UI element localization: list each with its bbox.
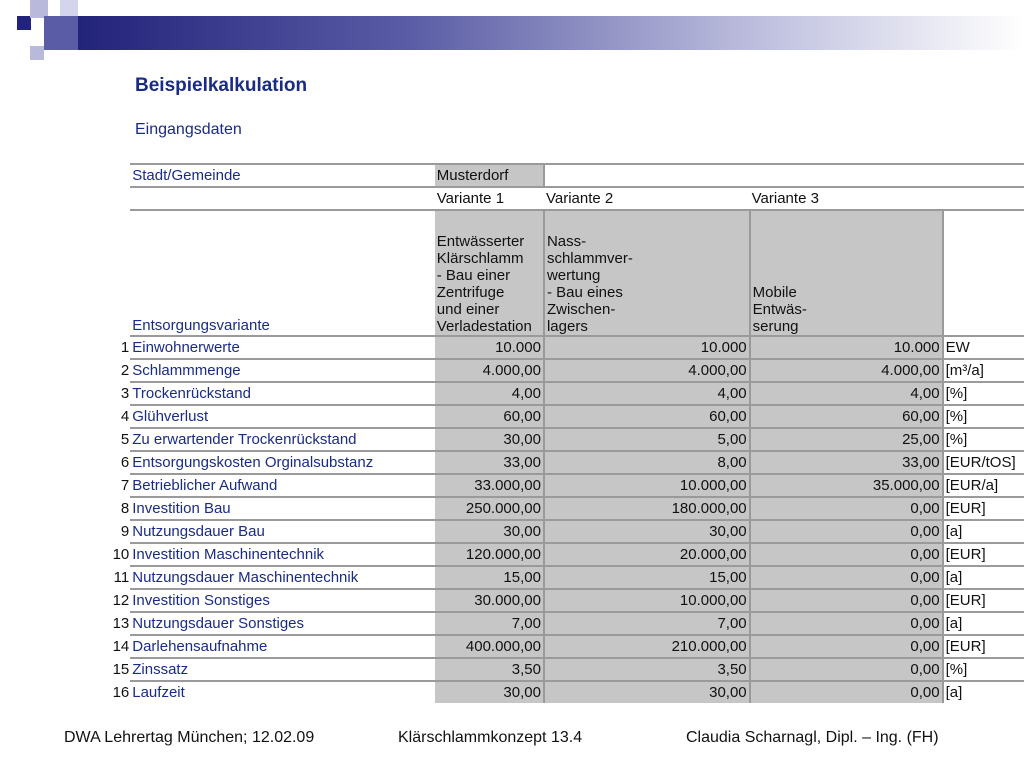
row-number: 15 [112, 661, 130, 678]
footer-author: Claudia Scharnagl, Dipl. – Ing. (FH) [686, 729, 939, 746]
variant-1-value: 3,50 [435, 658, 544, 681]
variant-2-value: 5,00 [544, 428, 750, 451]
variant-2-value: 10.000 [544, 336, 750, 359]
variant-3-value: 35.000,00 [750, 474, 943, 497]
row-number: 5 [120, 431, 130, 448]
row-label: Nutzungsdauer Bau [130, 520, 435, 543]
variant-2-value: 4,00 [544, 382, 750, 405]
deco-square-mid [44, 16, 78, 50]
deco-square-pale [60, 0, 78, 16]
variant-3-value: 25,00 [750, 428, 943, 451]
variant-2-value: 3,50 [544, 658, 750, 681]
slide-title: Beispielkalkulation [135, 75, 308, 96]
row-number: 7 [120, 477, 130, 494]
variant-3-value: 0,00 [750, 520, 943, 543]
row-label: Trockenrückstand [130, 382, 435, 405]
table-row [108, 359, 1024, 382]
variant-1-value: 30,00 [435, 520, 544, 543]
table-row [108, 451, 1024, 474]
row-unit: [EUR] [943, 635, 1024, 658]
deco-square-dark [17, 16, 31, 30]
variant-1-value: 60,00 [435, 405, 544, 428]
variant-1-value: 15,00 [435, 566, 544, 589]
variant-3-value: 4.000,00 [750, 359, 943, 382]
table-row [108, 428, 1024, 451]
row-unit: [a] [943, 681, 1024, 703]
row-number: 4 [120, 408, 130, 425]
row-label: Schlammmenge [130, 359, 435, 382]
variant-3-value: 0,00 [750, 589, 943, 612]
variant-2-value: 10.000,00 [544, 589, 750, 612]
row-unit: [EUR/tOS] [943, 451, 1024, 474]
table-row [108, 382, 1024, 405]
variant-1-value: 7,00 [435, 612, 544, 635]
header-row-city [108, 164, 1024, 187]
header-row-descriptions [108, 210, 1024, 336]
row-unit: [a] [943, 520, 1024, 543]
disposal-label: Entsorgungsvariante [130, 210, 435, 336]
variant-3-description: Mobile Entwäs- serung [750, 210, 943, 336]
header-row-variants [108, 187, 1024, 210]
row-label: Laufzeit [130, 681, 435, 703]
row-unit: [a] [943, 566, 1024, 589]
variant-2-value: 4.000,00 [544, 359, 750, 382]
row-number: 2 [120, 362, 130, 379]
variant-1-value: 4.000,00 [435, 359, 544, 382]
table-row [108, 543, 1024, 566]
row-label: Einwohnerwerte [130, 336, 435, 359]
row-label: Investition Sonstiges [130, 589, 435, 612]
variant-1-value: 10.000 [435, 336, 544, 359]
row-unit: [m³/a] [943, 359, 1024, 382]
variant-1-value: 33.000,00 [435, 474, 544, 497]
footer-topic: Klärschlammkonzept 13.4 [398, 729, 583, 746]
row-number: 13 [112, 615, 130, 632]
variant-1-description: Entwässerter Klärschlamm - Bau einer Zentrifuge und einer Verladestation [435, 210, 544, 336]
row-number: 11 [113, 569, 130, 586]
variant-2-value: 7,00 [544, 612, 750, 635]
variant-2-header: Variante 2 [544, 187, 750, 210]
row-number: 1 [120, 339, 130, 356]
city-value: Musterdorf [435, 164, 544, 187]
row-unit: [%] [943, 382, 1024, 405]
variant-3-value: 0,00 [750, 635, 943, 658]
row-label: Investition Bau [130, 497, 435, 520]
row-label: Zu erwartender Trockenrückstand [130, 428, 435, 451]
row-label: Investition Maschinentechnik [130, 543, 435, 566]
variant-3-value: 60,00 [750, 405, 943, 428]
variant-1-header: Variante 1 [435, 187, 544, 210]
variant-3-value: 0,00 [750, 566, 943, 589]
row-number: 9 [120, 523, 130, 540]
footer-event: DWA Lehrertag München; 12.02.09 [64, 729, 315, 746]
variant-2-description: Nass- schlammver- wertung - Bau eines Zwischen- lagers [544, 210, 750, 336]
variant-3-value: 33,00 [750, 451, 943, 474]
row-number: 14 [112, 638, 130, 655]
variant-1-value: 250.000,00 [435, 497, 544, 520]
row-label: Zinssatz [130, 658, 435, 681]
slide-subtitle: Eingangsdaten [135, 121, 242, 138]
variant-1-value: 30.000,00 [435, 589, 544, 612]
variant-3-value: 0,00 [750, 543, 943, 566]
variant-1-value: 30,00 [435, 428, 544, 451]
variant-3-value: 10.000 [750, 336, 943, 359]
table-row [108, 566, 1024, 589]
variant-2-value: 10.000,00 [544, 474, 750, 497]
row-unit: [EUR] [943, 497, 1024, 520]
variant-3-header: Variante 3 [750, 187, 943, 210]
row-label: Nutzungsdauer Sonstiges [130, 612, 435, 635]
table-row [108, 681, 1024, 703]
row-unit: [EUR/a] [943, 474, 1024, 497]
row-unit: [%] [943, 428, 1024, 451]
variant-2-value: 60,00 [544, 405, 750, 428]
table-row [108, 635, 1024, 658]
row-label: Darlehensaufnahme [130, 635, 435, 658]
row-label: Betrieblicher Aufwand [130, 474, 435, 497]
city-label: Stadt/Gemeinde [130, 164, 435, 187]
row-number: 8 [120, 500, 130, 517]
table-row [108, 612, 1024, 635]
variant-2-value: 180.000,00 [544, 497, 750, 520]
table-row [108, 658, 1024, 681]
variant-1-value: 400.000,00 [435, 635, 544, 658]
row-number: 6 [120, 454, 130, 471]
row-unit: [EUR] [943, 589, 1024, 612]
variant-2-value: 30,00 [544, 520, 750, 543]
row-label: Entsorgungskosten Orginalsubstanz [130, 451, 435, 474]
header-gradient-bar [78, 16, 1024, 50]
row-unit: [a] [943, 612, 1024, 635]
row-number: 3 [120, 385, 130, 402]
table-row [108, 589, 1024, 612]
variant-2-value: 30,00 [544, 681, 750, 703]
variant-1-value: 33,00 [435, 451, 544, 474]
variant-2-value: 210.000,00 [544, 635, 750, 658]
row-label: Glühverlust [130, 405, 435, 428]
table-row [108, 474, 1024, 497]
calculation-table [108, 163, 1024, 703]
variant-2-value: 15,00 [544, 566, 750, 589]
row-unit: [%] [943, 405, 1024, 428]
table-row [108, 336, 1024, 359]
variant-1-value: 30,00 [435, 681, 544, 703]
row-label: Nutzungsdauer Maschinentechnik [130, 566, 435, 589]
variant-3-value: 0,00 [750, 658, 943, 681]
table-row [108, 405, 1024, 428]
variant-2-value: 20.000,00 [544, 543, 750, 566]
deco-square-small [30, 46, 44, 60]
variant-3-value: 0,00 [750, 681, 943, 703]
row-unit: [EUR] [943, 543, 1024, 566]
row-unit: [%] [943, 658, 1024, 681]
row-unit: EW [943, 336, 1024, 359]
row-number: 12 [112, 592, 130, 609]
variant-3-value: 4,00 [750, 382, 943, 405]
variant-1-value: 4,00 [435, 382, 544, 405]
variant-1-value: 120.000,00 [435, 543, 544, 566]
table-row [108, 497, 1024, 520]
table-row [108, 520, 1024, 543]
variant-2-value: 8,00 [544, 451, 750, 474]
row-number: 10 [112, 546, 130, 563]
row-number: 16 [112, 683, 130, 701]
variant-3-value: 0,00 [750, 612, 943, 635]
variant-3-value: 0,00 [750, 497, 943, 520]
